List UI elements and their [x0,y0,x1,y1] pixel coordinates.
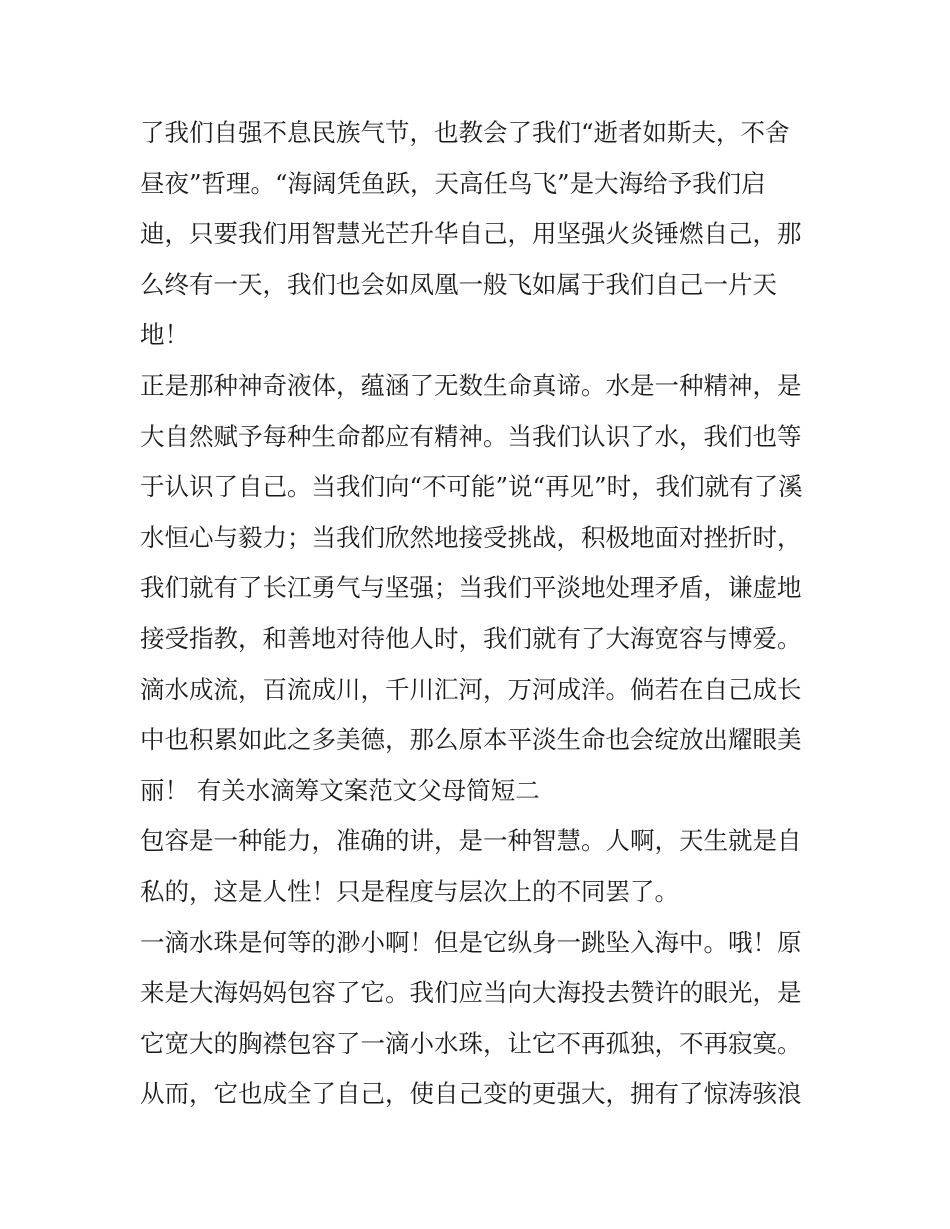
text-line: 昼夜”哲理。“海阔凭鱼跃，天高任鸟飞”是大海给予我们启 [140,168,766,198]
text-line: 我们就有了长江勇气与坚强；当我们平淡地处理矛盾，谦虚地 [140,573,802,603]
text-line: 从而，它也成全了自己，使自己变的更强大，拥有了惊涛骇浪 [140,1079,802,1109]
text-line: 于认识了自己。当我们向“不可能”说“再见”时，我们就有了溪 [140,472,803,502]
text-line: 接受指教，和善地对待他人时，我们就有了大海宽容与博爱。 [140,623,802,653]
section-heading-line: 丽！ 有关水滴筹文案范文父母简短二 [140,775,540,805]
text-line: 它宽大的胸襟包容了一滴小水珠，让它不再孤独，不再寂寞。 [140,1028,802,1058]
text-line: 包容是一种能力，准确的讲，是一种智慧。人啊，天生就是自 [140,826,802,856]
text-line: 水恒心与毅力；当我们欣然地接受挑战，积极地面对挫折时， [140,522,802,552]
text-line: 滴水成流，百流成川，千川汇河，万河成洋。倘若在自己成长 [140,674,802,704]
text-line: 私的，这是人性！只是程度与层次上的不同罢了。 [140,876,679,906]
text-line: 了我们自强不息民族气节，也教会了我们“逝者如斯夫，不舍 [140,118,790,147]
text-line: 一滴水珠是何等的渺小啊！但是它纵身一跳坠入海中。哦！原 [140,927,802,957]
text-line: 正是那种神奇液体，蕴涵了无数生命真谛。水是一种精神，是 [140,370,802,400]
text-line: 大自然赋予每种生命都应有精神。当我们认识了水，我们也等 [140,421,802,451]
body-text [140,108,820,1120]
text-line: 地！ [140,320,189,350]
text-line: 来是大海妈妈包容了它。我们应当向大海投去赞许的眼光，是 [140,978,802,1008]
text-line: 么终有一天，我们也会如凤凰一般飞如属于我们自己一片天 [140,269,777,299]
text-line: 迪，只要我们用智慧光芒升华自己，用坚强火炎锤燃自己，那 [140,219,802,249]
text-line: 中也积累如此之多美德，那么原本平淡生命也会绽放出耀眼美 [140,725,802,755]
